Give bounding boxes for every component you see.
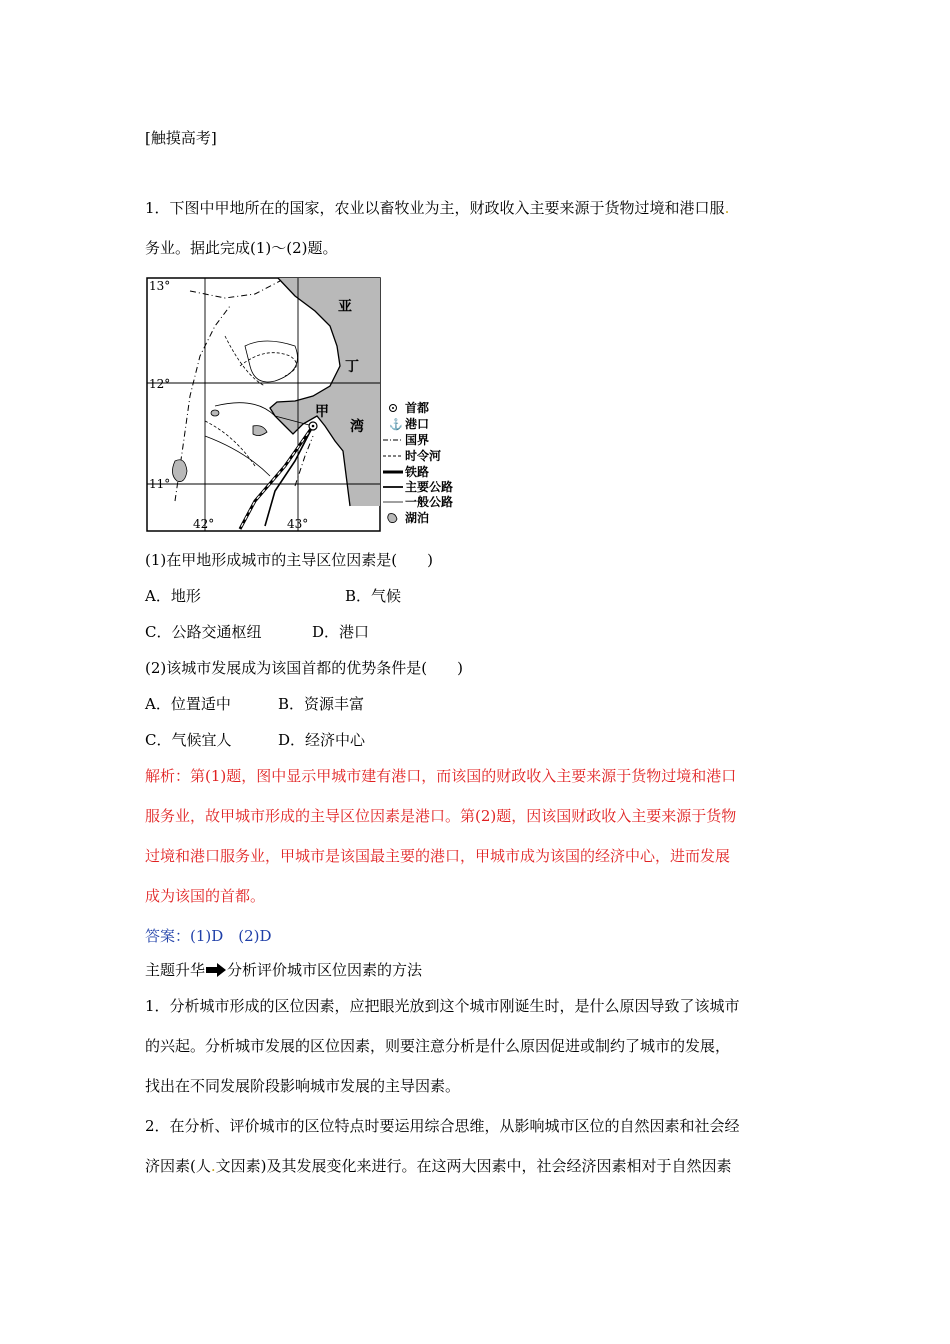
method-p1-line-2: 的兴起。分析城市发展的区位因素，则要注意分析是什么原因促进或制约了城市的发展， — [145, 1037, 731, 1055]
method-p2-line-2: 济因素(人.文因素)及其发展变化来进行。在这两大因素中，社会经济因素相对于自然因素 — [145, 1157, 732, 1175]
legend-port: 港口 — [405, 417, 430, 431]
sub2-option-c: C．气候宜人 — [145, 731, 232, 749]
question-stem-line-2: 务业。据此完成(1)～(2)题。 — [145, 239, 338, 257]
stray-dot: . — [724, 199, 730, 217]
sub1-option-b: B．气候 — [345, 587, 402, 605]
method-p1-line-1: 1．分析城市形成的区位因素，应把眼光放到这个城市刚诞生时，是什么原因导致了该城市 — [145, 997, 740, 1015]
legend-main-road: 主要公路 — [405, 480, 454, 494]
map-figure — [145, 276, 470, 534]
topic-heading — [145, 960, 422, 980]
sea-label-wan: 湾 — [350, 419, 364, 435]
method-p2-line-1: 2．在分析、评价城市的区位特点时要运用综合思维，从影响城市区位的自然因素和社会经 — [145, 1117, 740, 1135]
topic-prefix: 主题升华 — [145, 961, 206, 979]
legend-lake: 湖泊 — [405, 511, 430, 525]
legend-seasonal-river: 时令河 — [405, 449, 442, 463]
lake-3 — [211, 410, 219, 416]
analysis-line-2: 服务业，故甲城市形成的主导区位因素是港口。第(2)题，因该国财政收入主要来源于货物 — [145, 807, 737, 825]
city-label-jia: 甲 — [315, 404, 329, 420]
sub1-option-a: A．地形 — [145, 587, 201, 605]
sub2-prompt: (2)该城市发展成为该国首都的优势条件是( ) — [145, 659, 463, 677]
lon-label-43: 43° — [287, 517, 309, 531]
lat-label-12: 12° — [149, 377, 171, 391]
legend-port-icon: ⚓ — [389, 418, 403, 431]
sub2-option-a: A．位置适中 — [145, 695, 231, 713]
method-p1-line-3: 找出在不同发展阶段影响城市发展的主导因素。 — [145, 1077, 461, 1095]
section-header: [触摸高考] — [145, 129, 217, 147]
lat-label-13: 13° — [149, 279, 171, 293]
sub2-option-b: B．资源丰富 — [278, 695, 365, 713]
legend-general-road: 一般公路 — [405, 495, 454, 509]
stray-dot-2: . — [210, 1157, 216, 1175]
analysis-line-4: 成为该国的首都。 — [145, 887, 266, 905]
legend-railway: 铁路 — [405, 465, 430, 479]
lon-label-42: 42° — [193, 517, 215, 531]
sea-label-ding: 丁 — [345, 359, 359, 375]
topic-title: 分析评价城市区位因素的方法 — [227, 961, 423, 979]
lat-label-11: 11° — [149, 477, 171, 491]
sub1-option-d: D．港口 — [312, 623, 370, 641]
analysis-line-1: 解析：第(1)题，图中显示甲城市建有港口，而该国的财政收入主要来源于货物过境和港口 — [145, 767, 737, 785]
answer-line: 答案：(1)D (2)D — [145, 927, 272, 945]
map-legend — [383, 400, 453, 525]
legend-capital: 首都 — [405, 401, 430, 415]
sub1-option-c: C．公路交通枢纽 — [145, 623, 262, 641]
sea-label-ya: 亚 — [338, 299, 352, 315]
question-stem-line-1: 1．下图中甲地所在的国家，农业以畜牧业为主，财政收入主要来源于货物过境和港口服. — [145, 199, 730, 217]
sub2-option-d: D．经济中心 — [278, 731, 366, 749]
right-arrow-icon — [205, 962, 227, 978]
analysis-line-3: 过境和港口服务业，甲城市是该国最主要的港口，甲城市成为该国的经济中心，进而发展 — [145, 847, 731, 865]
sub1-prompt: (1)在甲地形成城市的主导区位因素是( ) — [145, 551, 433, 569]
lake-1 — [172, 460, 187, 482]
legend-border: 国界 — [405, 433, 430, 447]
